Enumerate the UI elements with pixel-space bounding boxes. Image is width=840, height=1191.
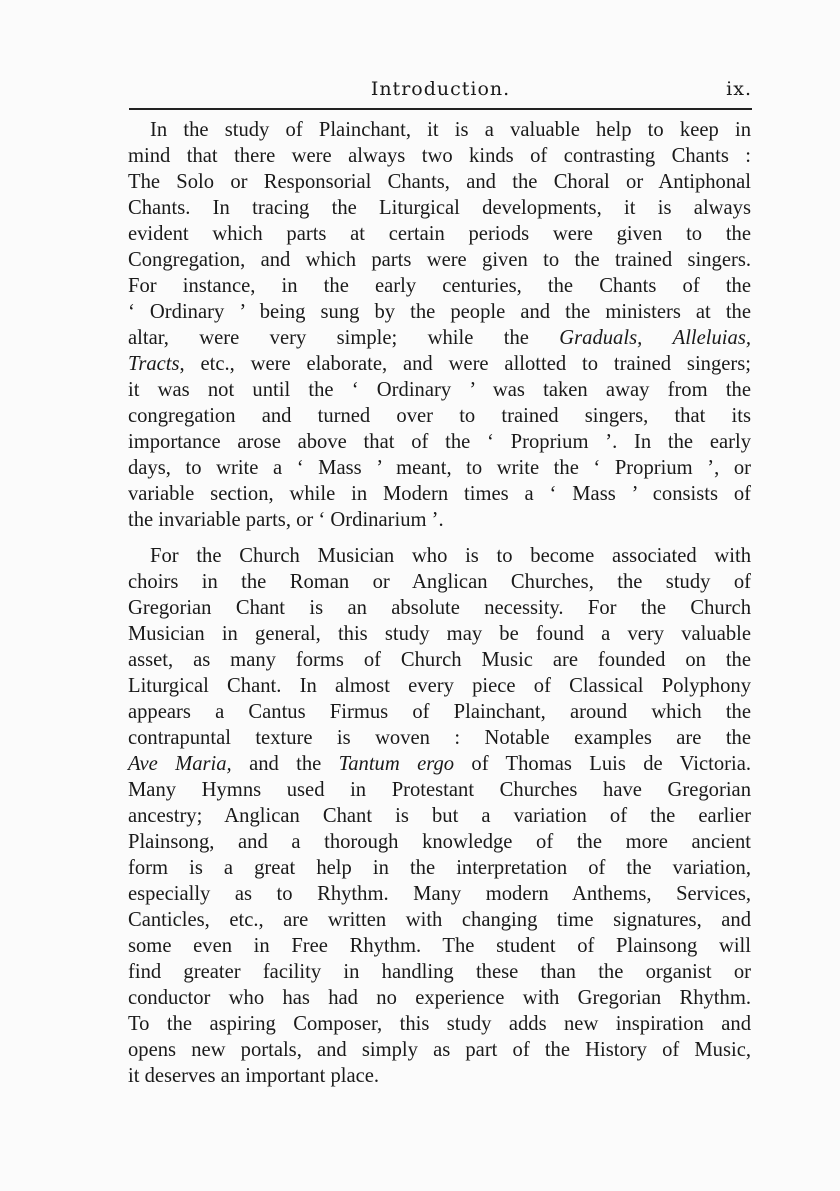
text-line: the invariable parts, or ‘ Ordinarium ’. bbox=[128, 509, 444, 531]
page-number: ix. bbox=[726, 78, 752, 100]
text-line: it deserves an important place. bbox=[128, 1065, 380, 1087]
text-line: Liturgical Chant. In almost every piece of Classical Polyphony bbox=[128, 675, 751, 697]
paragraph-2 bbox=[128, 543, 751, 1089]
text-line: it was not until the ‘ Ordinary ’ was taken away from the bbox=[128, 379, 751, 401]
text-line: Many Hymns used in Protestant Churches have Gregorian bbox=[128, 779, 751, 801]
running-header bbox=[129, 78, 752, 106]
text-line: congregation and turned over to trained singers, that its bbox=[128, 405, 751, 427]
italic-title: Ave Maria, bbox=[128, 753, 232, 775]
text-line: In the study of Plainchant, it is a valuable help to keep in bbox=[150, 119, 751, 141]
text-line: form is a great help in the interpretation of the variation, bbox=[128, 857, 751, 879]
text-line: choirs in the Roman or Anglican Churches, the study of bbox=[128, 571, 751, 593]
text-line: asset, as many forms of Church Music are founded on the bbox=[128, 649, 751, 671]
text-line: conductor who has had no experience with Gregorian Rhythm. bbox=[128, 987, 751, 1009]
text-line: Musician in general, this study may be found a very valuable bbox=[128, 623, 751, 645]
text-line: Congregation, and which parts were given to the trained singers. bbox=[128, 249, 751, 271]
text-line: days, to write a ‘ Mass ’ meant, to write the ‘ Proprium ’, or bbox=[128, 457, 751, 479]
text-line: some even in Free Rhythm. The student of Plainsong will bbox=[128, 935, 751, 957]
text-line: appears a Cantus Firmus of Plainchant, around which the bbox=[128, 701, 751, 723]
italic-term: Alleluias, bbox=[672, 327, 751, 349]
italic-term: Tracts bbox=[128, 353, 180, 375]
text-line: Gregorian Chant is an absolute necessity. For the Church bbox=[128, 597, 751, 619]
text-line: ancestry; Anglican Chant is but a variation of the earlier bbox=[128, 805, 751, 827]
text-line: find greater facility in handling these than the organist or bbox=[128, 961, 751, 983]
text-line: To the aspiring Composer, this study adds new inspiration and bbox=[128, 1013, 751, 1035]
italic-title: Tantum ergo bbox=[338, 753, 455, 775]
text-line: variable section, while in Modern times a ‘ Mass ’ consists of bbox=[128, 483, 751, 505]
text-line: For instance, in the early centuries, the Chants of the bbox=[128, 275, 751, 297]
text-line: evident which parts at certain periods were given to the bbox=[128, 223, 751, 245]
text-line: contrapuntal texture is woven : Notable examples are the bbox=[128, 727, 751, 749]
text-line: importance arose above that of the ‘ Proprium ’. In the early bbox=[128, 431, 751, 453]
text-line: For the Church Musician who is to become associated with bbox=[150, 545, 751, 567]
text-line: Chants. In tracing the Liturgical developments, it is always bbox=[128, 197, 751, 219]
paragraph-1 bbox=[128, 117, 751, 533]
text-line: especially as to Rhythm. Many modern Anthems, Services, bbox=[128, 883, 751, 905]
text-line: Ave Maria, and the Tantum ergo of Thomas Luis de Victoria. bbox=[128, 753, 752, 775]
text-line: ‘ Ordinary ’ being sung by the people and the ministers at the bbox=[128, 301, 751, 323]
header-title: Introduction. bbox=[370, 78, 511, 100]
body-text bbox=[128, 117, 751, 1089]
text-line: mind that there were always two kinds of contrasting Chants : bbox=[128, 145, 751, 167]
text-line: The Solo or Responsorial Chants, and the Choral or Antiphonal bbox=[128, 171, 751, 193]
text-line: opens new portals, and simply as part of the History of Music, bbox=[128, 1039, 751, 1061]
text-line: Tracts, etc., were elaborate, and were allotted to trained singers; bbox=[128, 353, 751, 375]
text-line: Canticles, etc., are written with changing time signatures, and bbox=[128, 909, 751, 931]
text-line: Plainsong, and a thorough knowledge of the more ancient bbox=[128, 831, 751, 853]
paragraph-gap bbox=[128, 533, 751, 543]
text-line: altar, were very simple; while the Graduals, Alleluias, bbox=[128, 327, 751, 349]
header-rule bbox=[129, 108, 752, 110]
italic-term: Graduals, bbox=[559, 327, 643, 349]
